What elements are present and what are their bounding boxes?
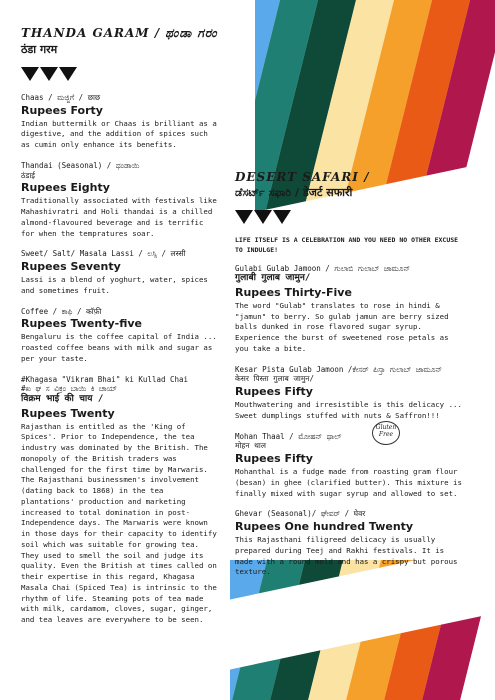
item-name: Kesar Pista Gulab Jamoon /ಕೇಸರ್ ಪಿಸ್ತಾ ಗುಲಾಬ್ ಜಾಮೂನ್ (235, 364, 442, 374)
section-title: DESERT SAFARI / (235, 170, 370, 184)
item-name: Ghevar (Seasonal)/ ಘೇವರ್ / घेवर (235, 509, 366, 519)
menu-item-ghevar (235, 509, 465, 578)
item-description: Lassi is a blend of yoghurt, water, spices and sometimes fruit. (21, 275, 208, 295)
item-name: Sweet/ Salt/ Masala Lassi / ಲಸ್ಸಿ / लस्सी (21, 249, 186, 259)
item-name: Mohan Thaal / ಮೋಹನ್ ಥಾಲ್ (235, 431, 342, 441)
item-name: Thandai (Seasonal) / ಥಂಡಾಯಿ (21, 160, 140, 170)
menu-item-chaas (21, 93, 221, 151)
item-name-local: ठंडाई (21, 170, 35, 180)
menu-item-thandai (21, 161, 221, 239)
section-title-local: ठंडा गरम (21, 43, 58, 56)
bunting-icon (21, 67, 221, 81)
item-price: Rupees Eighty (21, 181, 110, 195)
item-name: Gulabi Gulab Jamoon / ಗುಲಾಬಿ ಗುಲಾಬ್ ಜಾಮೂನ್ (235, 263, 411, 273)
item-price: Rupees Twenty-five (21, 317, 142, 331)
item-description: The word "Gulab" translates to rose in hindi & "jamun" to berry. So gulab jamun are berry sized balls dunked in rose flavored sugar syrup. Experience the burst of sweetened rose petals as you take a bite. (235, 300, 449, 353)
item-name: #Khagasa "Vikram Bhai" ki Kullad Chai (21, 374, 189, 384)
menu-item-gulab-jamoon (235, 264, 465, 355)
section-title-local: ಡೆಸರ್ಟ್ ಸಫಾರಿ / डेजर्ट सफारी (235, 186, 353, 199)
item-description: Rajasthan is entitled as the 'King of Spices'. Prior to Independence, the tea industry was dominated by the British. The monopoly of the British traders was challenged for the first time by Marwaris. The Rajasthani businessmen's involvement (dating back to 1868) in the tea plantations' production and marketing increased to total domination in post-Independence days. The Marwaris were known in those days for their capacity to identify soil which was suitable for growing tea. They used to smell the soil and judge its quality. Even the British at times called on their expertise in this regard, Khagasa Masala Chai (Spiced Tea) is intrinsic to the rhythm of life. Steaming pots of tea made with milk, cardamom, cloves, sugar, ginger, and tea leaves are everywhere to be seen. (21, 421, 217, 624)
bunting-icon (235, 210, 465, 224)
menu-item-lassi (21, 249, 221, 296)
thanda-garam-section (21, 26, 221, 636)
item-description: This Rajasthani filigreed delicacy is usually prepared during Teej and Rakhi festivals. It is made with a round mold and has a crispy but porous texture. (235, 535, 458, 577)
menu-item-kesar-pista-jamoon (235, 365, 465, 422)
tagline: LIFE ITSELF IS A CELEBRATION AND YOU NEED NO OTHER EXCUSE TO INDULGE! (235, 236, 459, 254)
item-description: Mouthwatering and irresistible is this delicacy ... Sweet dumplings stuffed with nuts & Saffron!!! (235, 400, 462, 420)
item-name-local: मोहन थाल (235, 441, 266, 451)
item-name: Chaas / ಮಜ್ಜಿಗೆ / छाछ (21, 93, 101, 102)
item-name-local: विक्रम भाई की चाय / (21, 394, 104, 405)
item-description: Indian buttermilk or Chaas is brilliant as a digestive, and the addition of spices such as cumin only enhance its benefits. (21, 118, 217, 150)
desert-safari-section (235, 170, 465, 588)
item-name: Coffee / ಕಾಫಿ / कॉफ़ी (21, 306, 102, 316)
item-name-local: गुलाबी गुलाब जामुन/ (235, 273, 311, 284)
item-description: Bengaluru is the coffee capital of India ... roasted coffee beans with milk and sugar as per your taste. (21, 332, 217, 363)
section-title: THANDA GARAM / ಥಂಡಾ ಗರಂ (21, 26, 218, 40)
gluten-free-badge-icon: Gluten Free (372, 421, 400, 445)
item-price: Rupees Thirty-Five (235, 285, 352, 299)
menu-item-kullad-chai (21, 375, 221, 626)
item-price: Rupees Twenty (21, 406, 115, 420)
item-price: Rupees Forty (21, 103, 103, 117)
menu-item-coffee (21, 307, 221, 365)
item-price: Rupees Seventy (21, 260, 121, 274)
item-name-kannada: #ಖ ಘ ಸ ವಿಕ್ರಂ ಬಾಯಿ ಕಿ ಚಾಯ್ (21, 384, 118, 394)
item-price: Rupees One hundred Twenty (235, 520, 414, 534)
item-price: Rupees Fifty (235, 452, 313, 466)
menu-item-mohan-thaal (235, 432, 465, 500)
item-price: Rupees Fifty (235, 385, 313, 399)
item-description: Traditionally associated with festivals like Mahashivratri and Holi thandai is a chilled almond-flavoured beverage and is terrific for when the tempratures soar. (21, 196, 217, 238)
item-name-local: केसर पिस्ता गुलाब जामुन/ (235, 374, 314, 384)
item-description: Mohanthal is a fudge made from roasting gram flour (besan) in ghee (clarified butter). This mixture is finally mixed with sugar syrup and allowed to set. (235, 467, 462, 498)
